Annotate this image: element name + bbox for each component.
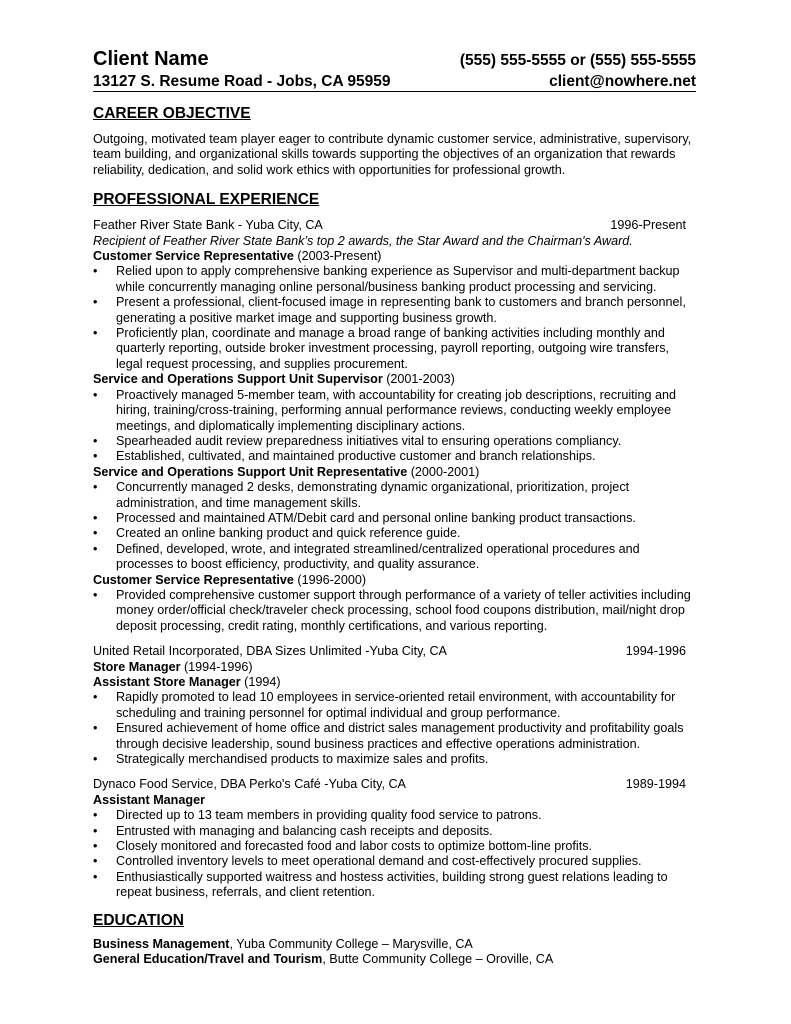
client-name: Client Name <box>93 48 209 70</box>
bullet-text: Directed up to 13 team members in providing quality food service to patrons. <box>116 808 542 823</box>
employer-name: United Retail Incorporated, DBA Sizes Unlimited -Yuba City, CA <box>93 644 447 659</box>
bullet-icon: • <box>93 541 98 556</box>
employer-spacer <box>93 767 696 777</box>
education-item <box>93 937 696 952</box>
list-item <box>93 870 696 901</box>
list-item <box>93 839 696 854</box>
bullet-list <box>93 690 696 767</box>
role-dates: (2000-2001) <box>410 464 480 479</box>
bullet-icon: • <box>93 587 98 602</box>
employer-spacer <box>93 634 696 644</box>
experience-heading: PROFESSIONAL EXPERIENCE <box>93 191 320 209</box>
bullet-list <box>93 388 696 465</box>
email: client@nowhere.net <box>549 73 696 90</box>
list-item <box>93 854 696 869</box>
bullet-list <box>93 264 696 372</box>
role-title: Customer Service Representative <box>93 249 294 264</box>
bullet-list <box>93 480 696 572</box>
resume-page <box>93 48 696 968</box>
bullet-text: Ensured achievement of home office and district sales management productivity and profitability goals through decisive leadership, sound business practices and effective operations administration. <box>116 721 684 751</box>
bullet-icon: • <box>93 854 98 869</box>
list-item <box>93 824 696 839</box>
bullet-icon: • <box>93 326 98 341</box>
bullet-icon: • <box>93 480 98 495</box>
role-line <box>93 372 696 387</box>
list-item <box>93 449 696 464</box>
list-item <box>93 542 696 573</box>
list-item <box>93 434 696 449</box>
list-item <box>93 808 696 823</box>
bullet-text: Relied upon to apply comprehensive banking experience as Supervisor and multi-department backup while concurrently managing online personal/business banking product processing and servicing. <box>116 264 680 294</box>
bullet-icon: • <box>93 869 98 884</box>
education-heading: EDUCATION <box>93 911 184 929</box>
bullet-icon: • <box>93 808 98 823</box>
bullet-text: Defined, developed, wrote, and integrated streamlined/centralized operational procedures and processes to boost efficiency, productivity, and quality assurance. <box>116 541 640 572</box>
bullet-text: Controlled inventory levels to meet operational demand and cost-effectively procured supplies. <box>116 854 642 869</box>
education-school: , Yuba Community College – Marysville, CA <box>229 936 473 951</box>
employer-line <box>93 777 696 792</box>
employer-line <box>93 644 696 659</box>
bullet-icon: • <box>93 721 98 736</box>
employer-dates: 1994-1996 <box>625 644 686 659</box>
list-item <box>93 752 696 767</box>
bullet-icon: • <box>93 295 98 310</box>
role-line <box>93 660 696 675</box>
bullet-text: Rapidly promoted to lead 10 employees in service-oriented retail environment, with accountability for scheduling and training personnel for optimal individual and group performance. <box>116 690 676 720</box>
role-line <box>93 465 696 480</box>
phone-numbers: (555) 555-5555 or (555) 555-5555 <box>459 52 696 69</box>
bullet-text: Provided comprehensive customer support through performance of a variety of teller activities including money order/official check/traveler check processing, school food coupons distribution, mail/night drop deposit processing, credit rating, monthly certifications, and various reporting. <box>116 587 691 633</box>
list-item <box>93 388 696 434</box>
education-list <box>93 937 696 968</box>
bullet-list <box>93 588 696 634</box>
bullet-text: Created an online banking product and quick reference guide. <box>116 526 461 541</box>
bullet-text: Closely monitored and forecasted food and labor costs to optimize bottom-line profits. <box>116 839 593 854</box>
bullet-text: Strategically merchandised products to maximize sales and profits. <box>116 752 489 767</box>
role-dates: (2003-Present) <box>297 249 382 264</box>
employer-name: Feather River State Bank - Yuba City, CA <box>93 218 323 233</box>
education-degree: General Education/Travel and Tourism <box>93 952 323 967</box>
role-dates: (1996-2000) <box>297 572 367 587</box>
bullet-icon: • <box>93 752 98 767</box>
role-dates: (1994) <box>244 675 281 689</box>
role-title: Service and Operations Support Unit Supervisor <box>93 372 383 387</box>
list-item <box>93 588 696 634</box>
role-title: Customer Service Representative <box>93 572 294 587</box>
header-top-row <box>93 48 696 72</box>
list-item <box>93 480 696 511</box>
employer-line <box>93 218 696 233</box>
education-degree: Business Management <box>93 936 230 951</box>
list-item <box>93 721 696 752</box>
bullet-text: Present a professional, client-focused image in representing bank to customers and branch personnel, generating a positive market image and supporting business growth. <box>116 295 686 325</box>
header-bottom-row <box>93 72 696 92</box>
list-item <box>93 511 696 526</box>
education-item <box>93 952 696 967</box>
employer-name: Dynaco Food Service, DBA Perko's Café -Yuba City, CA <box>93 777 406 792</box>
address: 13127 S. Resume Road - Jobs, CA 95959 <box>93 73 391 90</box>
bullet-icon: • <box>93 690 98 705</box>
bullet-icon: • <box>93 449 98 464</box>
bullet-icon: • <box>93 823 98 838</box>
bullet-text: Enthusiastically supported waitress and hostess activities, building strong guest relations leading to repeat business, referrals, and client retention. <box>116 869 668 900</box>
award-line: Recipient of Feather River State Bank’s top 2 awards, the Star Award and the Chairman's Award. <box>93 233 633 248</box>
list-item <box>93 326 696 372</box>
role-line <box>93 793 696 808</box>
education-school: , Butte Community College – Oroville, CA <box>322 952 554 967</box>
bullet-text: Spearheaded audit review preparedness initiatives vital to ensuring operations compliancy. <box>116 433 622 448</box>
bullet-icon: • <box>93 387 98 402</box>
role-line <box>93 675 696 690</box>
list-item <box>93 264 696 295</box>
bullet-text: Proficiently plan, coordinate and manage a broad range of banking activities including monthly and quarterly reporting, outside broker investment processing, payroll reporting, outgoing wire transfers, legal request processing, and supplies procurement. <box>116 326 669 371</box>
bullet-icon: • <box>93 433 98 448</box>
bullet-text: Entrusted with managing and balancing cash receipts and deposits. <box>116 823 493 838</box>
bullet-icon: • <box>93 510 98 525</box>
role-dates: (1994-1996) <box>183 659 253 674</box>
objective-heading: CAREER OBJECTIVE <box>93 105 251 122</box>
objective-text: Outgoing, motivated team player eager to contribute dynamic customer service, administrative, supervisory, team building, and organizational skills towards supporting the objectives of an organization that rewards reliability, dedication, and solid work ethics with opportunities for professional growth. <box>93 132 692 177</box>
employer-dates: 1996-Present <box>610 218 686 233</box>
bullet-text: Concurrently managed 2 desks, demonstrating dynamic organizational, prioritization, project administration, and time management skills. <box>116 480 630 510</box>
role-dates: (2001-2003) <box>386 372 455 387</box>
list-item <box>93 295 696 326</box>
bullet-icon: • <box>93 264 98 279</box>
experience-section <box>93 218 696 900</box>
bullet-icon: • <box>93 839 98 854</box>
list-item <box>93 690 696 721</box>
bullet-text: Established, cultivated, and maintained productive customer and branch relationships. <box>116 449 596 464</box>
employer-dates: 1989-1994 <box>625 777 686 792</box>
role-title: Store Manager <box>93 659 181 674</box>
bullet-text: Proactively managed 5-member team, with accountability for creating job descriptions, recruiting and hiring, training/cross-training, performing annual performance reviews, conducting weekly employee meetings, and diplomatically implementing disciplinary actions. <box>116 387 676 433</box>
role-line <box>93 573 696 588</box>
bullet-icon: • <box>93 526 98 541</box>
role-title: Assistant Store Manager <box>93 675 241 689</box>
role-title: Assistant Manager <box>93 792 205 807</box>
role-title: Service and Operations Support Unit Representative <box>93 464 408 479</box>
list-item <box>93 526 696 541</box>
role-line <box>93 249 696 264</box>
bullet-list <box>93 808 696 900</box>
bullet-text: Processed and maintained ATM/Debit card and personal online banking product transactions. <box>116 510 636 525</box>
